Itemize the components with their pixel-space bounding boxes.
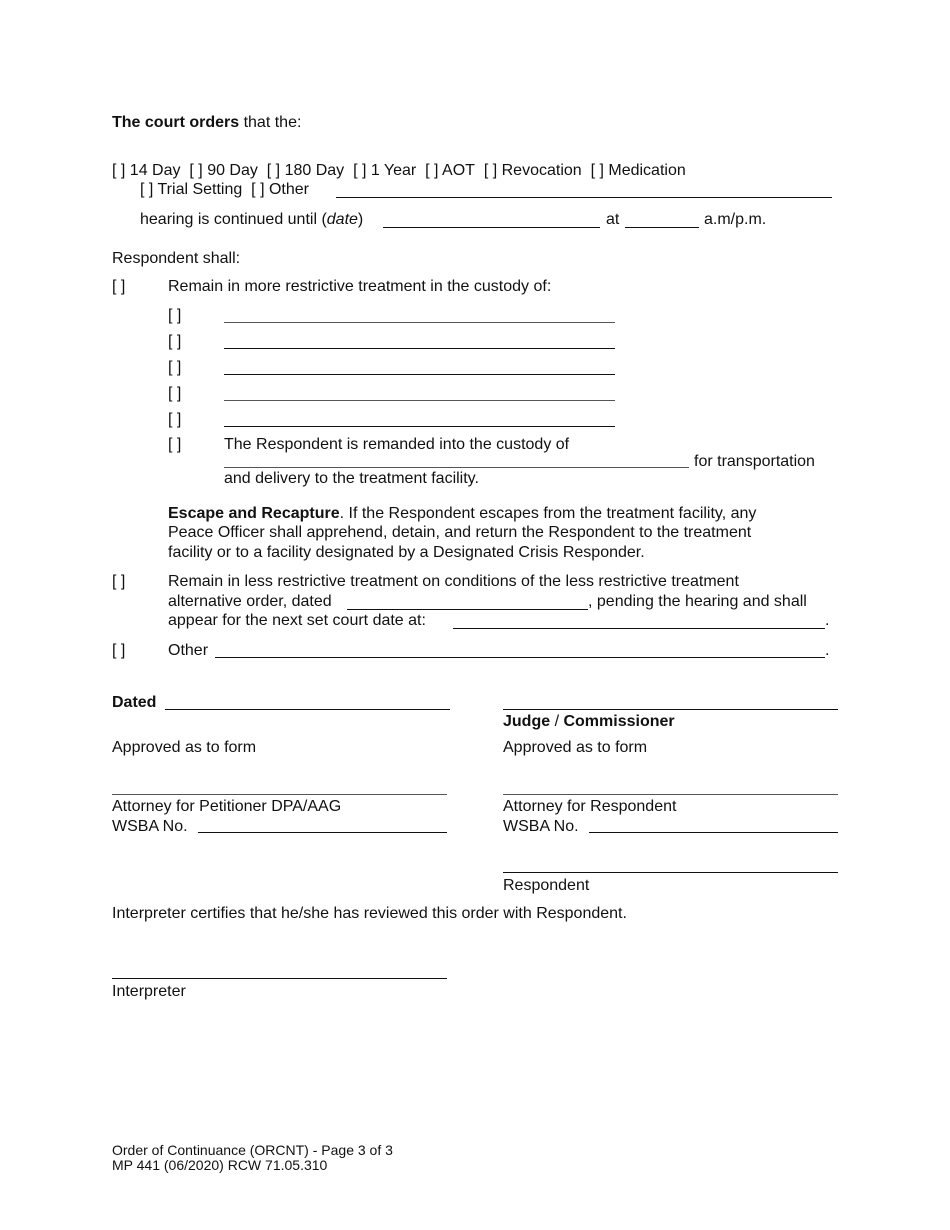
ampm-label: a.m/p.m. <box>704 211 767 228</box>
label-180-day: 180 Day <box>284 162 345 179</box>
date-word: date <box>326 211 358 228</box>
continued-until-label: hearing is continued until (date) <box>140 211 364 228</box>
label-other-hearing: Other <box>268 181 309 198</box>
checkbox-custody-4[interactable]: [ ] <box>168 385 182 402</box>
checkbox-other[interactable]: [ ] <box>112 642 126 659</box>
less-restrictive-dated-label: alternative order, dated <box>168 593 332 610</box>
more-restrictive-label: Remain in more restrictive treatment in the custody of: <box>168 278 552 295</box>
less-restrictive-period: . <box>825 612 830 629</box>
checkbox-revocation[interactable]: [ ] <box>483 162 498 179</box>
custody-field-2[interactable] <box>224 348 615 349</box>
checkbox-other-hearing[interactable]: [ ] <box>251 181 265 198</box>
escape-line3: facility or to a facility designated by a Designated Crisis Responder. <box>168 544 645 561</box>
dated-label: Dated <box>112 694 157 711</box>
checkbox-180-day[interactable]: [ ] <box>266 162 281 179</box>
checkbox-trial-setting[interactable]: [ ] <box>140 181 154 198</box>
checkbox-aot[interactable]: [ ] <box>425 162 439 179</box>
footer-line2: MP 441 (06/2020) RCW 71.05.310 <box>112 1157 328 1173</box>
respondent-shall: Respondent shall: <box>112 250 241 267</box>
checkbox-custody-5[interactable]: [ ] <box>168 411 182 428</box>
attorney-respondent-label: Attorney for Respondent <box>503 798 677 815</box>
custody-field-3[interactable] <box>224 374 615 375</box>
custody-field-4[interactable] <box>224 400 615 401</box>
order-heading-bold: The court orders <box>112 114 240 131</box>
judge-signature-line[interactable] <box>503 709 838 710</box>
approved-right: Approved as to form <box>503 739 648 756</box>
other-field[interactable] <box>215 657 825 658</box>
approved-left: Approved as to form <box>112 739 257 756</box>
wsba-left-field[interactable] <box>198 832 447 833</box>
other-label: Other <box>168 642 209 659</box>
custody-field-5[interactable] <box>224 426 615 427</box>
remand-transport-label: for transportation <box>694 453 815 470</box>
label-14-day: 14 Day <box>129 162 181 179</box>
respondent-label: Respondent <box>503 877 590 894</box>
checkbox-more-restrictive[interactable]: [ ] <box>112 278 126 295</box>
escape-line2: Peace Officer shall apprehend, detain, and return the Respondent to the treatment <box>168 524 752 541</box>
checkbox-remand[interactable]: [ ] <box>168 436 182 453</box>
label-90-day: 90 Day <box>207 162 258 179</box>
wsba-right-field[interactable] <box>589 832 838 833</box>
label-trial-setting: Trial Setting <box>157 181 243 198</box>
less-restrictive-line1: Remain in less restrictive treatment on conditions of the less restrictive treatment <box>168 573 739 590</box>
checkbox-custody-1[interactable]: [ ] <box>168 307 182 324</box>
respondent-signature-line[interactable] <box>503 872 838 873</box>
footer-line1: Order of Continuance (ORCNT) - Page 3 of 3 <box>112 1142 393 1158</box>
court-date-location-field[interactable] <box>453 628 825 629</box>
escape-heading: Escape and Recapture <box>168 505 340 522</box>
at-label: at <box>606 211 620 228</box>
petitioner-attorney-signature-line[interactable] <box>112 794 447 795</box>
order-heading <box>112 113 301 132</box>
remand-line1: The Respondent is remanded into the custody of <box>224 436 570 453</box>
escape-line1: Escape and Recapture. If the Respondent escapes from the treatment facility, any <box>168 505 757 522</box>
label-medication: Medication <box>608 162 686 179</box>
custody-field-1[interactable] <box>224 322 615 323</box>
order-heading-rest: that the: <box>239 114 302 131</box>
continued-date-field[interactable] <box>383 227 600 228</box>
attorney-petitioner-label: Attorney for Petitioner DPA/AAG <box>112 798 342 815</box>
remand-line2: and delivery to the treatment facility. <box>224 470 479 487</box>
hearing-types-row2 <box>140 180 309 199</box>
checkbox-1-year[interactable]: [ ] <box>353 162 367 179</box>
hearing-types-row1 <box>112 161 686 180</box>
wsba-right-label: WSBA No. <box>503 818 579 835</box>
interpreter-signature-line[interactable] <box>112 978 447 979</box>
remand-custody-field[interactable] <box>224 467 689 468</box>
continued-time-field[interactable] <box>625 227 699 228</box>
other-hearing-field[interactable] <box>336 197 832 198</box>
label-aot: AOT <box>442 162 475 179</box>
checkbox-less-restrictive[interactable]: [ ] <box>112 573 126 590</box>
interpreter-certification: Interpreter certifies that he/she has reviewed this order with Respondent. <box>112 905 627 922</box>
checkbox-14-day[interactable]: [ ] <box>112 162 126 179</box>
interpreter-label: Interpreter <box>112 983 186 1000</box>
dated-field[interactable] <box>165 709 450 710</box>
checkbox-medication[interactable]: [ ] <box>590 162 604 179</box>
respondent-attorney-signature-line[interactable] <box>503 794 838 795</box>
lrao-date-field[interactable] <box>347 609 588 610</box>
label-revocation: Revocation <box>501 162 582 179</box>
other-period: . <box>825 642 830 659</box>
less-restrictive-line3: appear for the next set court date at: <box>168 612 426 629</box>
less-restrictive-pending: , pending the hearing and shall <box>588 593 807 610</box>
wsba-left-label: WSBA No. <box>112 818 188 835</box>
judge-commissioner-label: Judge / Commissioner <box>503 713 675 730</box>
checkbox-custody-3[interactable]: [ ] <box>168 359 182 376</box>
checkbox-90-day[interactable]: [ ] <box>189 162 203 179</box>
checkbox-custody-2[interactable]: [ ] <box>168 333 182 350</box>
label-1-year: 1 Year <box>370 162 417 179</box>
